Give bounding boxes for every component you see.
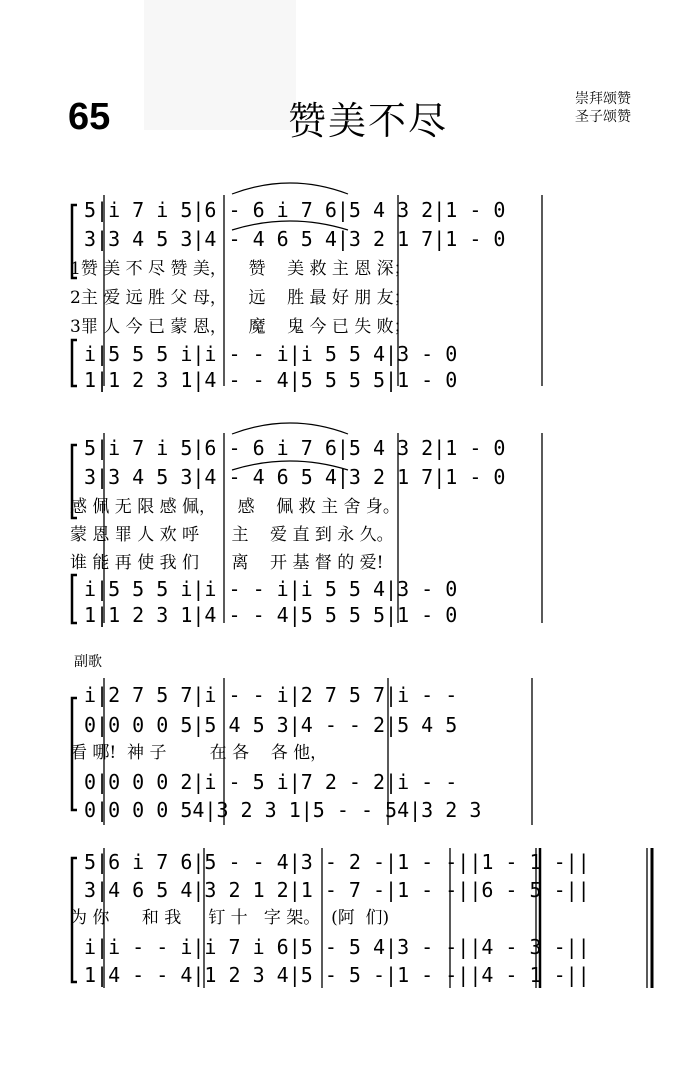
system-2-alto: 3|3 4 5 3|4 - 4 6 5 4|3 2 1 7|1 - 0 — [84, 465, 506, 489]
system-4-soprano: 5|6 i 7 6|5 - - 4|3 - 2 -|1 - -||1 - 1 -|| — [84, 850, 590, 874]
system-1-verse-2: 2主 爱 远 胜 父 母， 远 胜 最 好 朋 友； — [70, 288, 411, 308]
category-label-2: 圣子颂赞 — [575, 109, 631, 125]
system-4-alto: 3|4 6 5 4|3 2 1 2|1 - 7 -|1 - -||6 - 5 -|| — [84, 878, 590, 902]
system-1-bass: 1|1 2 3 1|4 - - 4|5 5 5 5|1 - 0 — [84, 368, 458, 392]
category-label-1: 崇拜颂赞 — [575, 91, 631, 107]
system-1-alto: 3|3 4 5 3|4 - 4 6 5 4|3 2 1 7|1 - 0 — [84, 227, 506, 251]
system-2-verse-2: 蒙 恩 罪 人 欢 呼 主 爱 直 到 永 久。 — [70, 525, 394, 545]
system-3-bass: 0|0 0 0 54|3 2 3 1|5 - - 54|3 2 3 — [84, 798, 482, 822]
hymn-number: 65 — [68, 96, 111, 138]
chorus-label: 副歌 — [74, 654, 102, 670]
system-1-soprano: 5|i 7 i 5|6 - 6 i 7 6|5 4 3 2|1 - 0 — [84, 198, 506, 222]
system-3-tenor: 0|0 0 0 2|i - 5 i|7 2 - 2|i - - — [84, 770, 458, 794]
system-1-tenor: i|5 5 5 i|i - - i|i 5 5 4|3 - 0 — [84, 342, 458, 366]
system-2-tenor: i|5 5 5 i|i - - i|i 5 5 4|3 - 0 — [84, 577, 458, 601]
system-3-alto: 0|0 0 0 5|5 4 5 3|4 - - 2|5 4 5 — [84, 713, 458, 737]
system-4-lyric: 为 你 和 我 钉 十 字 架。 (阿 们) — [70, 908, 390, 928]
system-4-tenor: i|i - - i|i 7 i 6|5 - 5 4|3 - -||4 - 3 -|| — [84, 935, 590, 959]
system-2-verse-1: 感 佩 无 限 感 佩， 感 佩 救 主 舍 身。 — [70, 497, 400, 517]
system-3-soprano: i|2 7 5 7|i - - i|2 7 5 7|i - - — [84, 683, 458, 707]
system-2-bass: 1|1 2 3 1|4 - - 4|5 5 5 5|1 - 0 — [84, 603, 458, 627]
system-3-lyric: 看 哪! 神 子 在 各 各 他， — [70, 743, 328, 763]
hymn-title: 赞美不尽 — [288, 99, 449, 143]
system-2-soprano: 5|i 7 i 5|6 - 6 i 7 6|5 4 3 2|1 - 0 — [84, 436, 506, 460]
system-4-bass: 1|4 - - 4|1 2 3 4|5 - 5 -|1 - -||4 - 1 -|| — [84, 963, 590, 987]
system-1-verse-1: 1赞 美 不 尽 赞 美， 赞 美 救 主 恩 深； — [70, 259, 411, 279]
system-2-verse-3: 谁 能 再 使 我 们 离 开 基 督 的 爱! — [70, 553, 384, 573]
system-1-verse-3: 3罪 人 今 已 蒙 恩， 魔 鬼 今 已 失 败； — [70, 317, 411, 337]
